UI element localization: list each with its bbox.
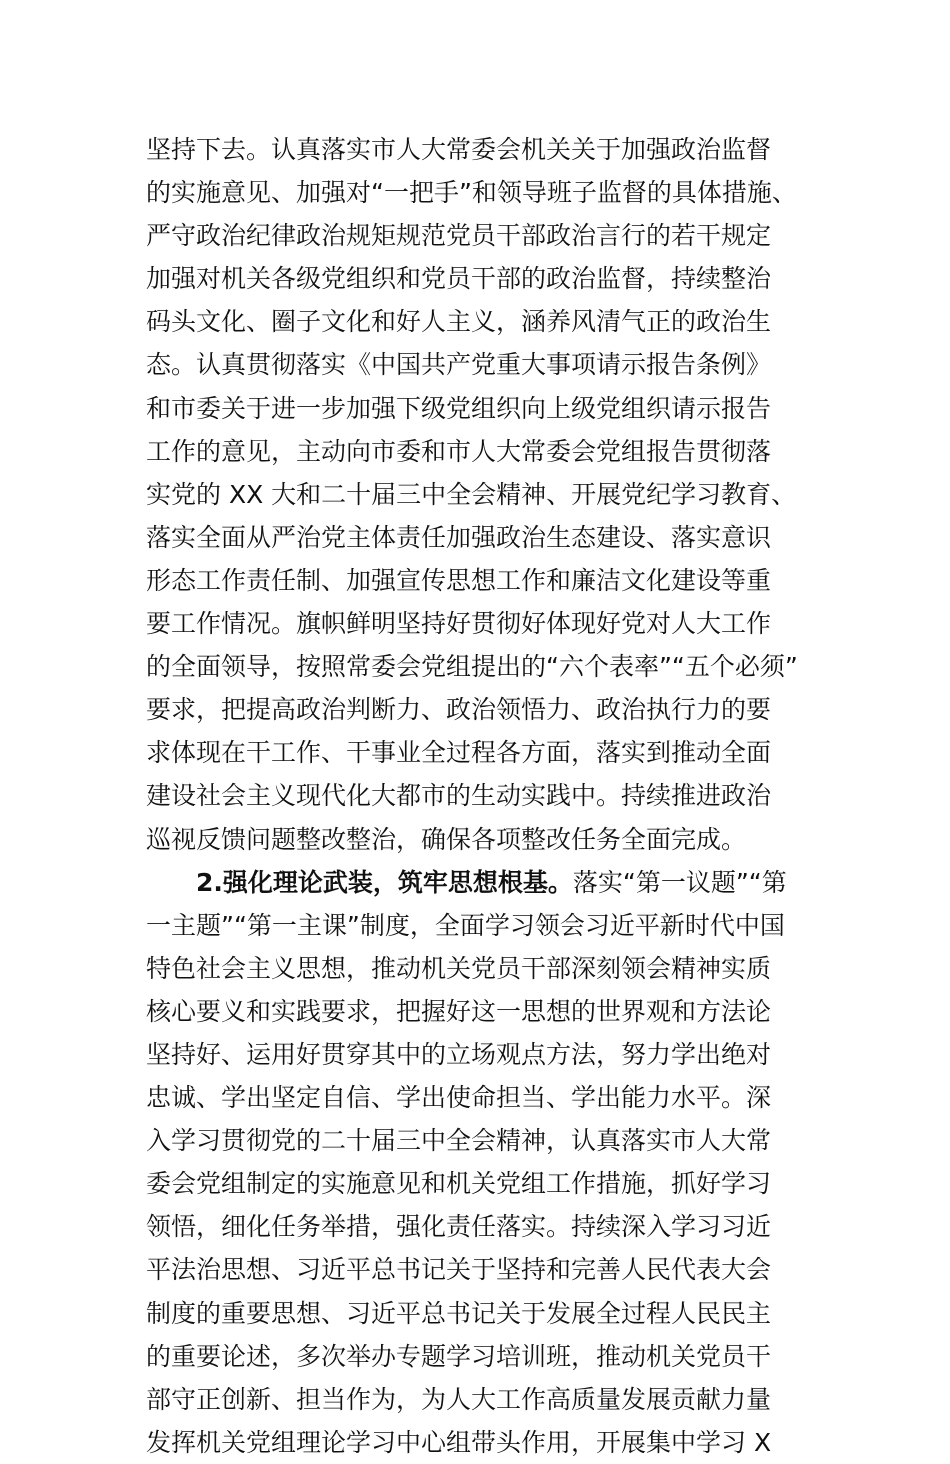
text-line: 码头文化、圈子文化和好人主义，涵养风清气正的政治生 bbox=[146, 307, 772, 337]
text-line: 部守正创新、担当作为，为人大工作高质量发展贡献力量 bbox=[146, 1384, 772, 1414]
text-line: 加强对机关各级党组织和党员干部的政治监督，持续整治 bbox=[146, 264, 772, 294]
text-line: 要工作情况。旗帜鲜明坚持好贯彻好体现好党对人大工作 bbox=[146, 609, 772, 639]
text-line: 态。认真贯彻落实《中国共产党重大事项请示报告条例》 bbox=[146, 350, 772, 380]
text-line: 工作的意见，主动向市委和市人大常委会党组报告贯彻落 bbox=[146, 436, 772, 466]
document-body bbox=[146, 128, 818, 1464]
text-line: 忠诚、学出坚定自信、学出使命担当、学出能力水平。深 bbox=[146, 1083, 772, 1113]
text-line: 严守政治纪律政治规矩规范党员干部政治言行的若干规定 bbox=[146, 221, 772, 251]
text-line: 实党的 XX 大和二十届三中全会精神、开展党纪学习教育、 bbox=[146, 479, 797, 509]
text-line: 的全面领导，按照常委会党组提出的“六个表率”“五个必须” bbox=[146, 652, 798, 682]
text-line: 特色社会主义思想，推动机关党员干部深刻领会精神实质 bbox=[146, 953, 772, 983]
text-line: 建设社会主义现代化大都市的生动实践中。持续推进政治 bbox=[146, 781, 772, 811]
paragraph-1 bbox=[146, 128, 818, 861]
text-line: 形态工作责任制、加强宣传思想工作和廉洁文化建设等重 bbox=[146, 565, 772, 595]
heading-continuation: 落实“第一议题”“第 bbox=[572, 867, 787, 897]
text-line: 的实施意见、加强对“一把手”和领导班子监督的具体措施、 bbox=[146, 178, 797, 208]
text-line: 领悟，细化任务举措，强化责任落实。持续深入学习习近 bbox=[146, 1212, 772, 1242]
text-line: 和市委关于进一步加强下级党组织向上级党组织请示报告 bbox=[146, 393, 772, 423]
text-line: 入学习贯彻党的二十届三中全会精神，认真落实市人大常 bbox=[146, 1126, 772, 1156]
text-line: 的重要论述，多次举办专题学习培训班，推动机关党员干 bbox=[146, 1341, 772, 1371]
text-line: 要求，把提高政治判断力、政治领悟力、政治执行力的要 bbox=[146, 695, 772, 725]
text-line: 坚持下去。认真落实市人大常委会机关关于加强政治监督 bbox=[146, 135, 772, 164]
text-line: 一主题”“第一主课”制度，全面学习领会习近平新时代中国 bbox=[146, 910, 785, 940]
text-line: 发挥机关党组理论学习中心组带头作用，开展集中学习 X bbox=[146, 1427, 772, 1457]
section-heading: 2.强化理论武装，筑牢思想根基。 bbox=[196, 867, 573, 897]
paragraph-2 bbox=[146, 861, 818, 1464]
text-line: 巡视反馈问题整改整治，确保各项整改任务全面完成。 bbox=[146, 824, 747, 854]
text-line: 求体现在干工作、干事业全过程各方面，落实到推动全面 bbox=[146, 738, 772, 768]
text-line: 平法治思想、习近平总书记关于坚持和完善人民代表大会 bbox=[146, 1255, 772, 1285]
text-line-first bbox=[146, 861, 818, 904]
text-line: 核心要义和实践要求，把握好这一思想的世界观和方法论 bbox=[146, 996, 772, 1026]
text-line: 坚持好、运用好贯穿其中的立场观点方法，努力学出绝对 bbox=[146, 1039, 772, 1069]
text-line: 委会党组制定的实施意见和机关党组工作措施，抓好学习 bbox=[146, 1169, 772, 1199]
text-line: 落实全面从严治党主体责任加强政治生态建设、落实意识 bbox=[146, 522, 772, 552]
text-line: 制度的重要思想、习近平总书记关于发展全过程人民民主 bbox=[146, 1298, 772, 1328]
